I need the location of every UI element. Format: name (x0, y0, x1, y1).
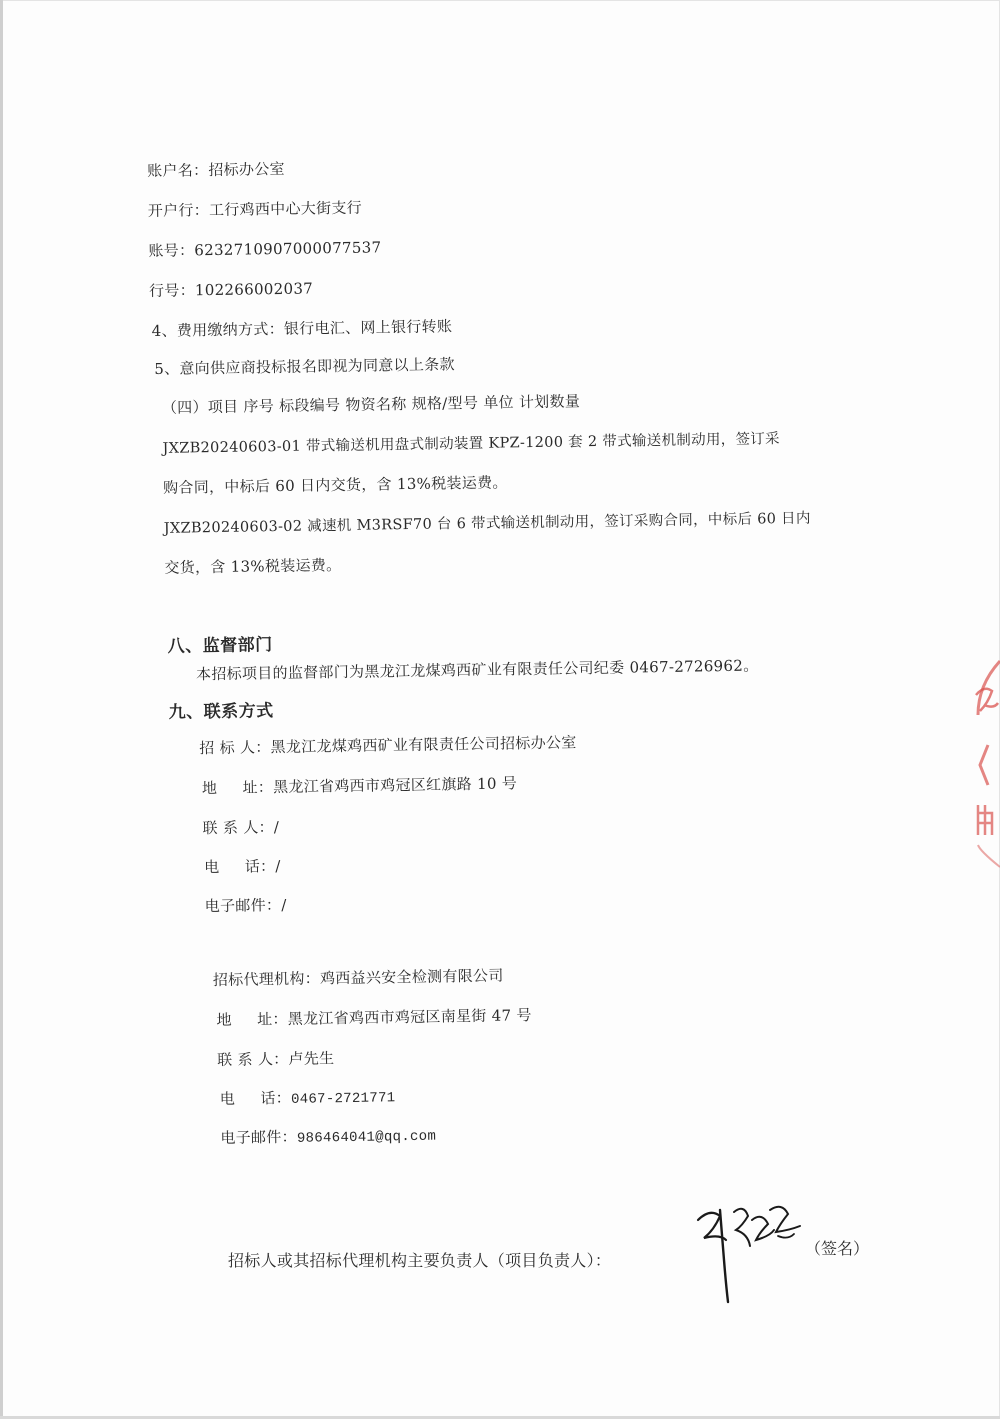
tenderer-address-row (202, 772, 518, 798)
agency-value: 鸡西益兴安全检测有限公司 (319, 966, 504, 988)
tenderer-contact: / (273, 818, 280, 837)
project-row-2-line-1: JXZB20240603-02 减速机 M3RSF70 台 6 带式输送机制动用，签订采购合同，中标后 60 日内 (163, 510, 811, 537)
agency-phone-label: 电 话： (219, 1088, 292, 1109)
agency-contact-label: 联 系 人： (217, 1049, 289, 1070)
agency-email-row (220, 1124, 436, 1148)
tenderer-email: / (281, 895, 287, 915)
tenderer-phone-row (204, 855, 281, 877)
tenderer-address: 黑龙江省鸡西市鸡冠区红旗路 10 号 (272, 774, 518, 797)
red-seal-stamp (970, 655, 1000, 875)
payment-method: 4、费用缴纳方式：银行电汇、网上银行转账 (151, 317, 453, 340)
agreement-clause: 5、意向供应商投标报名即视为同意以上条款 (154, 355, 455, 378)
agency-email: 986464041@qq.com (296, 1128, 437, 1147)
tenderer-email-label: 电子邮件： (204, 896, 282, 916)
seal-graphic (970, 655, 1000, 875)
signature-suffix: （签名） (805, 1239, 870, 1258)
tenderer-contact-row (202, 816, 279, 838)
agency-email-label: 电子邮件： (220, 1127, 298, 1148)
agency-address-label: 地 址： (216, 1009, 288, 1030)
account-bank: 开户行：工行鸡西中心大街支行 (147, 198, 363, 221)
tenderer-address-label: 地 址： (201, 778, 274, 798)
project-row-2-line-2: 交货，含 13%税装运费。 (164, 556, 342, 577)
project-row-1-line-2: 购合同，中标后 60 日内交货，含 13%税装运费。 (163, 473, 508, 497)
tenderer-value: 黑龙江龙煤鸡西矿业有限责任公司招标办公室 (270, 733, 577, 757)
section-8-text: 本招标项目的监督部门为黑龙江龙煤鸡西矿业有限责任公司纪委 0467-2726962。 (195, 656, 759, 684)
tenderer-phone-label: 电 话： (203, 857, 276, 877)
bank-code: 行号：102266002037 (148, 279, 314, 301)
agency-row (213, 965, 504, 991)
section-9-title: 九、联系方式 (168, 701, 274, 723)
project-row-1-line-1: JXZB20240603-01 带式输送机用盘式制动装置 KPZ-1200 套 2 带式输送机制动用，签订采 (162, 431, 781, 457)
tenderer-label: 招 标 人： (199, 738, 271, 758)
tenderer-phone: / (275, 857, 281, 876)
tenderer-email-row (205, 894, 287, 916)
handwritten-signature (690, 1190, 810, 1310)
agency-address-row (216, 1004, 532, 1030)
tenderer-row (199, 731, 577, 758)
signature-caption: 招标人或其招标代理机构主要负责人（项目负责人）： (228, 1251, 612, 1270)
agency-label: 招标代理机构： (212, 969, 321, 990)
section-8-title: 八、监督部门 (167, 635, 273, 657)
signature-graphic (690, 1190, 810, 1310)
agency-phone: 0467-2721771 (290, 1090, 396, 1108)
agency-address: 黑龙江省鸡西市鸡冠区南星街 47 号 (287, 1006, 532, 1028)
account-number: 账号：6232710907000077537 (148, 238, 382, 261)
agency-phone-row (220, 1085, 396, 1109)
project-table-header: （四）项目 序号 标段编号 物资名称 规格/型号 单位 计划数量 (161, 392, 581, 417)
agency-contact-row (217, 1047, 335, 1070)
account-name: 账户名：招标办公室 (147, 159, 286, 181)
agency-contact: 卢先生 (288, 1049, 335, 1068)
tenderer-contact-label: 联 系 人： (202, 818, 274, 838)
